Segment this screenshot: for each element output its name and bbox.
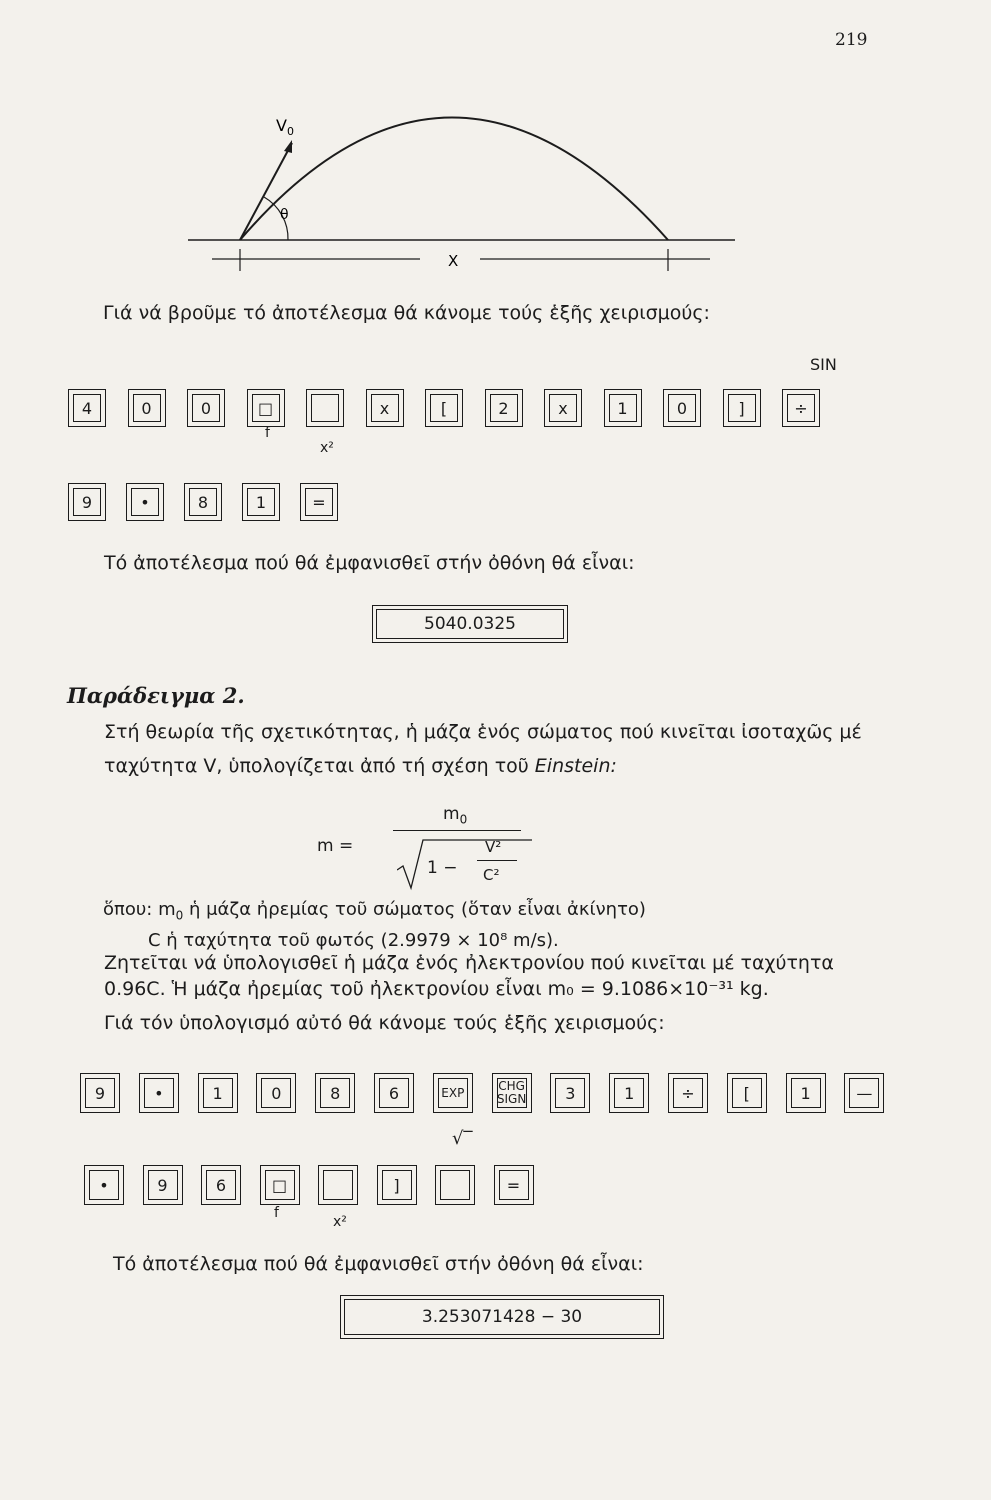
calculator-key: EXP [433, 1073, 473, 1113]
calculator-key: CHG SIGN [492, 1073, 532, 1113]
calculator-key: 0 [663, 389, 701, 427]
calculator-key: 0 [128, 389, 166, 427]
calculator-key: 2 [485, 389, 523, 427]
projectile-diagram [180, 85, 740, 275]
calculator-key: — [844, 1073, 884, 1113]
calculator-key: = [300, 483, 338, 521]
calculator-key: □ [247, 389, 285, 427]
calculator-key: 9 [68, 483, 106, 521]
x-label: X [448, 252, 459, 270]
x2-label: x² [320, 440, 334, 456]
formula-m: m = [317, 836, 354, 856]
result-display-2: 3.253071428 − 30 [340, 1295, 664, 1339]
task-line-2: 0.96C. Ἡ μάζα ἠρεμίας τοῦ ἠλεκτρονίου εἶναι m₀ = 9.1086×10⁻³¹ kg. [104, 978, 769, 1000]
calculator-key: 6 [201, 1165, 241, 1205]
calculator-key: x [366, 389, 404, 427]
calculator-key: ] [723, 389, 761, 427]
result-intro-2: Τό ἀποτέλεσμα πού θά ἐμφανισθεῖ στήν ὀθόνη θά εἶναι: [113, 1253, 644, 1275]
formula-one-minus: 1 − [427, 858, 458, 878]
calculator-key: • [139, 1073, 179, 1113]
calculator-key: 0 [256, 1073, 296, 1113]
calculator-key: [ [425, 389, 463, 427]
x2-label-2: x² [333, 1214, 347, 1230]
calculator-key: 0 [187, 389, 225, 427]
intro-text-1: Γιά νά βροῦμε τό ἀποτέλεσμα θά κάνομε τούς ἑξῆς χειρισμούς: [103, 302, 710, 324]
formula-numerator: $m_0$ [443, 804, 468, 827]
calculator-key [435, 1165, 475, 1205]
calculator-key: 8 [315, 1073, 355, 1113]
v0-label: $V_0$ [276, 116, 294, 138]
result-intro-1: Τό ἀποτέλεσμα πού θά ἐμφανισθεῖ στήν ὀθόνη θά εἶναι: [104, 552, 635, 574]
calculator-key: 4 [68, 389, 106, 427]
formula-c2: C² [483, 866, 500, 884]
calculator-key [306, 389, 344, 427]
calculator-key: 3 [550, 1073, 590, 1113]
velocity-vector [240, 143, 292, 240]
where-line-1: ὅπου: $m_0$ ἡ μάζα ἠρεμίας τοῦ σώματος (ὅταν εἶναι ἀκίνητο) [103, 899, 646, 923]
calculator-key: 1 [198, 1073, 238, 1113]
calculator-key: • [84, 1165, 124, 1205]
trajectory-arc [240, 118, 668, 241]
calculator-key [318, 1165, 358, 1205]
calculator-key: ÷ [782, 389, 820, 427]
einstein-formula [317, 802, 537, 892]
calculator-key: 8 [184, 483, 222, 521]
calculator-key: 9 [80, 1073, 120, 1113]
task-line-1: Ζητεῖται νά ὑπολογισθεῖ ἡ μάζα ἑνός ἠλεκτρονίου πού κινεῖται μέ ταχύτητα [104, 952, 834, 974]
calculator-key: 1 [604, 389, 642, 427]
calculator-key: 1 [786, 1073, 826, 1113]
calculator-key: = [494, 1165, 534, 1205]
f-label: f [265, 425, 270, 441]
calculator-key: □ [260, 1165, 300, 1205]
formula-v2: V² [485, 838, 502, 856]
calculator-key: ] [377, 1165, 417, 1205]
calculator-key: 1 [609, 1073, 649, 1113]
f-label-2: f [274, 1205, 279, 1221]
intro-text-2: Γιά τόν ὑπολογισμό αὐτό θά κάνομε τούς ἑξῆς χειρισμούς: [104, 1012, 665, 1034]
velocity-arrowhead [284, 140, 292, 153]
where-line-2: C ἡ ταχύτητα τοῦ φωτός (2.9979 × 10⁸ m/s). [148, 930, 559, 951]
calculator-key: • [126, 483, 164, 521]
result-display-1: 5040.0325 [372, 605, 568, 643]
calculator-key: [ [727, 1073, 767, 1113]
example-2-line-1: Στή θεωρία τῆς σχετικότητας, ἡ μάζα ἑνός σώματος πού κινεῖται ἰσοταχῶς μέ [104, 721, 862, 743]
calculator-key: ÷ [668, 1073, 708, 1113]
calculator-key: 1 [242, 483, 280, 521]
page-number: 219 [835, 30, 868, 50]
calculator-key: 6 [374, 1073, 414, 1113]
example-2-line-2: ταχύτητα V, ὑπολογίζεται ἀπό τή σχέση τοῦ Einstein: [104, 755, 617, 777]
sqrt-label: √‾ [452, 1128, 473, 1149]
theta-label: θ [280, 207, 289, 223]
calculator-key: x [544, 389, 582, 427]
example-2-heading: Παράδειγμα 2. [67, 683, 245, 708]
calculator-key: 9 [143, 1165, 183, 1205]
sin-label: SIN [810, 355, 837, 374]
